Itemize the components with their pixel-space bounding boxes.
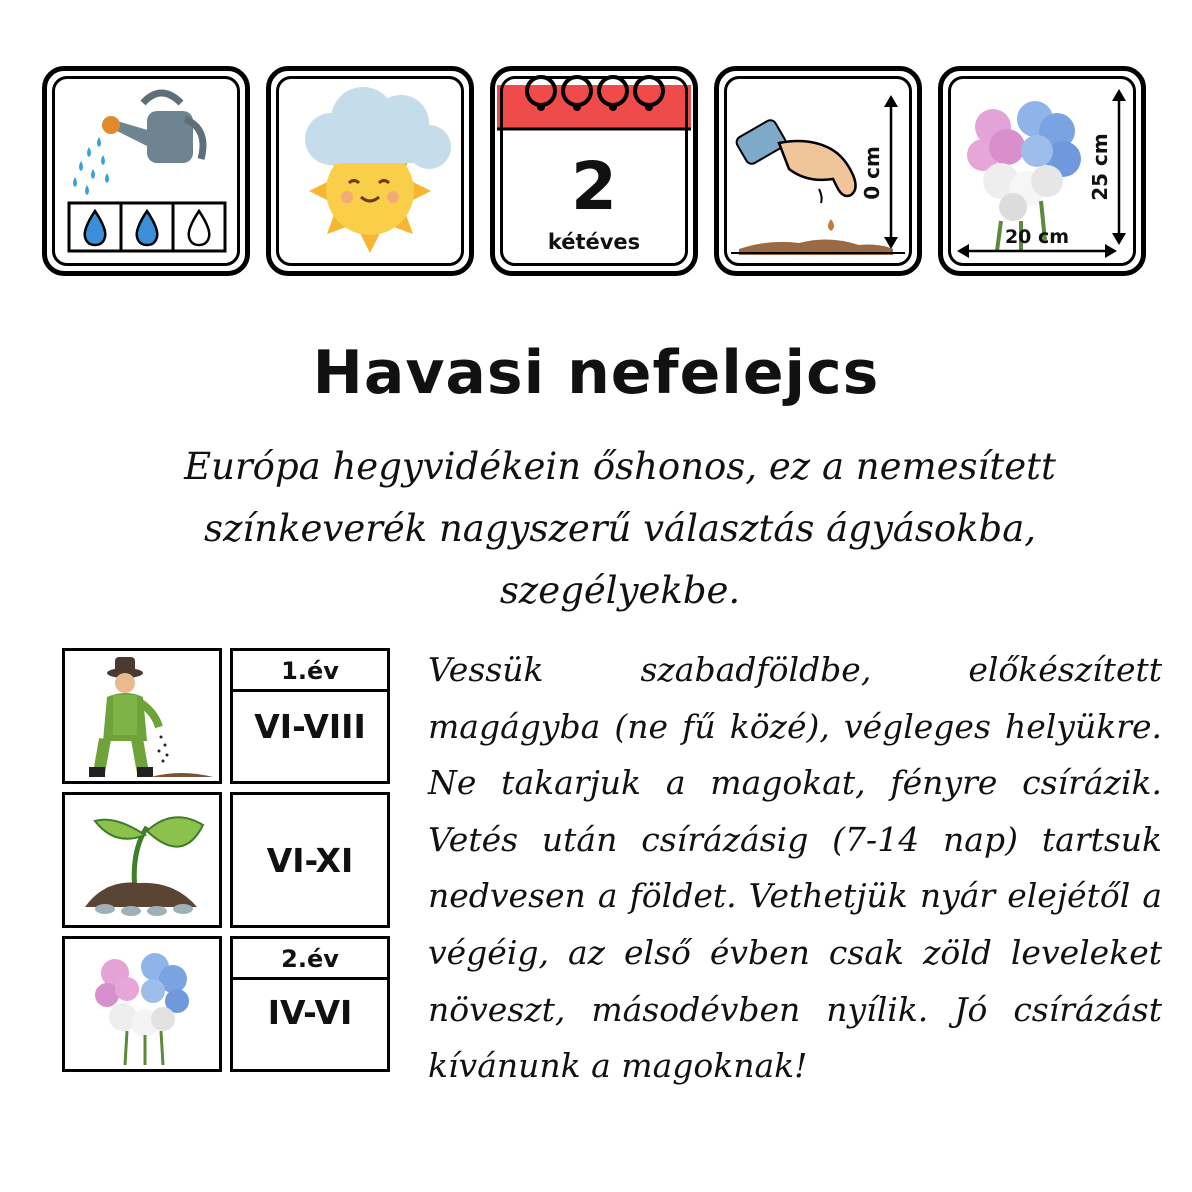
schedule-row-2 xyxy=(230,792,390,928)
intro-text: Európa hegyvidékein őshonos, ez a nemesített színkeverék nagyszerű választás ágyásokba, szegélyekbe. xyxy=(184,445,1056,612)
sowing-depth-card xyxy=(714,66,922,276)
page-title: Havasi nefelejcs xyxy=(312,338,880,408)
sun-partial-shade-card xyxy=(266,66,474,276)
flowers-icon xyxy=(65,939,219,1069)
description-text: Vessük szabadföldbe, előkészített magágyba (ne fű közé), végleges helyükre. Ne takarjuk a magokat, fényre csírázik. Vetés után csírázásig (7-14 nap) tartsuk nedvesen a földet. Vethetjük nyár elejétől a végéig, az első évben csak zöld leveleket növeszt, másodévben nyílik. Jó csírázást kívánunk a magoknak! xyxy=(428,650,1162,1086)
schedule-row-1 xyxy=(230,648,390,784)
sowing-hand-icon xyxy=(719,71,917,271)
year-label-3: 2.év xyxy=(233,939,387,980)
seedling-picture xyxy=(62,792,222,928)
flowering-picture xyxy=(62,936,222,1072)
calendar-icon xyxy=(495,71,693,271)
sowing-picture xyxy=(62,648,222,784)
gardener-icon xyxy=(65,651,219,781)
plant-size-card xyxy=(938,66,1146,276)
schedule-row-3 xyxy=(230,936,390,1072)
months-label-2: VI-XI xyxy=(266,841,354,880)
year-label-1: 1.év xyxy=(233,651,387,692)
months-label-3: IV-VI xyxy=(267,993,353,1032)
plant-width-label: 20 cm xyxy=(1004,226,1070,248)
sowing-depth-label: 0 cm xyxy=(860,146,884,200)
watering-can-icon xyxy=(47,71,245,271)
calendar-card xyxy=(490,66,698,276)
watering-card xyxy=(42,66,250,276)
sun-cloud-icon xyxy=(271,71,469,271)
seedling-icon xyxy=(65,795,219,925)
forget-me-not-icon xyxy=(943,71,1141,271)
plant-height-label: 25 cm xyxy=(1088,133,1112,201)
months-label-1: VI-VIII xyxy=(254,707,366,746)
calendar-number: 2 xyxy=(571,148,617,225)
calendar-label: kétéves xyxy=(547,230,641,254)
